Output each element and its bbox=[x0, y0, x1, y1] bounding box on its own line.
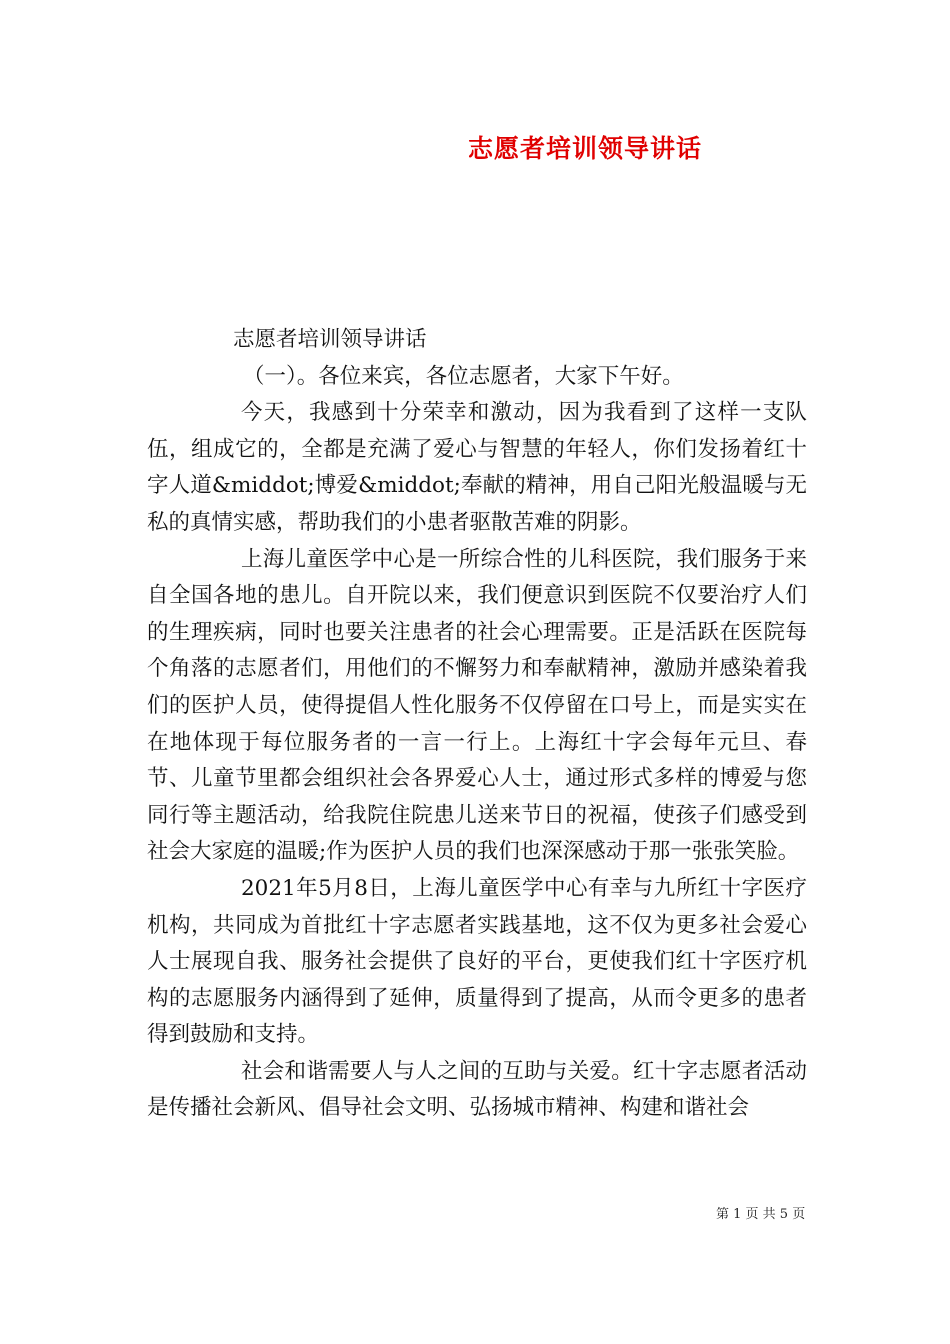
body-paragraph: 上海儿童医学中心是一所综合性的儿科医院，我们服务于来自全国各地的患儿。自开院以来，我们便意识到医院不仅要治疗人们的生理疾病，同时也要关注患者的社会心理需要。正是活跃在医院每个角落的志愿者们，用他们的不懈努力和奉献精神，激励并感染着我们的医护人员，使得提倡人性化服务不仅停留在口号上，而是实实在在地体现于每位服务者的一言一行上。上海红十字会每年元旦、春节、儿童节里都会组织社会各界爱心人士，通过形式多样的博爱与您同行等主题活动，给我院住院患儿送来节日的祝福，使孩子们感受到社会大家庭的温暖;作为医护人员的我们也深深感动于那一张张笑脸。 bbox=[147, 546, 807, 865]
document-title: 志愿者培训领导讲话 bbox=[468, 134, 703, 163]
page-number: 第 1 页 共 5 页 bbox=[716, 1207, 806, 1222]
document-body bbox=[147, 322, 807, 1127]
body-paragraph: 2021年5月8日，上海儿童医学中心有幸与九所红十字医疗机构，共同成为首批红十字志愿者实践基地，这不仅为更多社会爱心人士展现自我、服务社会提供了良好的平台，更使我们红十字医疗机构的志愿服务内涵得到了延伸，质量得到了提高，从而令更多的患者得到鼓励和支持。 bbox=[147, 875, 807, 1048]
body-paragraph: 今天，我感到十分荣幸和激动，因为我看到了这样一支队伍，组成它的，全都是充满了爱心与智慧的年轻人，你们发扬着红十字人道&middot;博爱&middot;奉献的精神，用自己阳光般温暖与无私的真情实感，帮助我们的小患者驱散苦难的阴影。 bbox=[147, 400, 807, 535]
document-subtitle: 志愿者培训领导讲话 bbox=[233, 327, 427, 352]
body-paragraph: 社会和谐需要人与人之间的互助与关爱。红十字志愿者活动是传播社会新风、倡导社会文明、弘扬城市精神、构建和谐社会 bbox=[147, 1058, 807, 1121]
greeting-line: （一）。各位来宾，各位志愿者，大家下午好。 bbox=[243, 363, 684, 389]
